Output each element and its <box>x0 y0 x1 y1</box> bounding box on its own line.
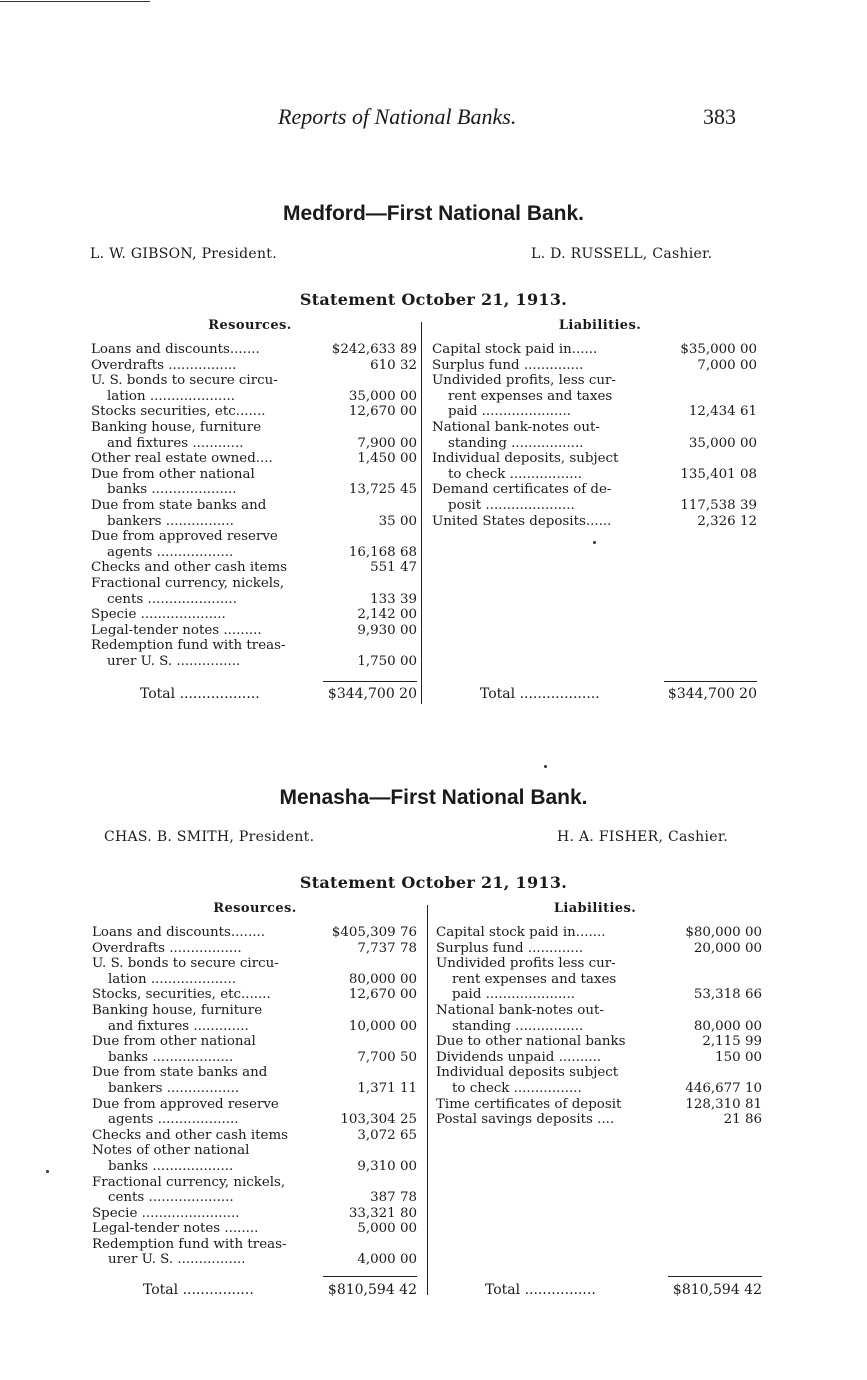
resource-row <box>91 623 417 639</box>
line-item-amount: 135,401 08 <box>680 466 757 482</box>
line-item-amount: 2,142 00 <box>357 607 417 623</box>
column-divider <box>427 905 428 1295</box>
line-item-amount: 446,677 10 <box>685 1080 762 1096</box>
line-item-amount: 610 32 <box>370 357 417 373</box>
resource-row <box>91 654 417 670</box>
line-item-label: Specie ....................... <box>92 1205 240 1221</box>
line-item-amount: 1,371 11 <box>357 1080 417 1096</box>
resource-row <box>91 342 417 358</box>
line-item-label: Notes of other national <box>92 1143 250 1159</box>
liabilities-total: $810,594 42 <box>672 1282 762 1298</box>
line-item-amount: 7,700 50 <box>357 1049 417 1065</box>
liability-row <box>432 358 757 374</box>
line-item-amount: 21 86 <box>723 1112 762 1128</box>
liability-row <box>432 482 757 498</box>
line-item-amount: $35,000 00 <box>680 342 757 357</box>
line-item-label: Due from state banks and <box>92 1065 268 1081</box>
resource-row <box>91 514 417 530</box>
line-item-label: standing ................ <box>452 1018 584 1034</box>
resource-row <box>91 638 417 654</box>
line-item-amount: 7,000 00 <box>697 357 757 373</box>
line-item-amount: 9,310 00 <box>357 1158 417 1174</box>
line-item-label: Other real estate owned.... <box>91 451 273 467</box>
liability-row <box>436 1065 762 1081</box>
liability-row <box>436 941 762 957</box>
president-name: CHAS. B. SMITH, President. <box>104 829 315 845</box>
line-item-label: agents .................. <box>107 544 234 560</box>
resource-row <box>91 436 417 452</box>
resource-row <box>91 467 417 483</box>
line-item-amount: 387 78 <box>370 1190 417 1206</box>
liability-row <box>432 467 757 483</box>
liabilities-list <box>432 342 757 529</box>
resource-row <box>92 1128 417 1144</box>
resource-row <box>91 482 417 498</box>
line-item-label: Banking house, furniture <box>91 419 262 435</box>
line-item-label: banks ................... <box>108 1158 234 1174</box>
line-item-amount: 1,450 00 <box>357 451 417 467</box>
line-item-amount: 12,670 00 <box>348 987 417 1003</box>
resource-row <box>91 373 417 389</box>
resource-row <box>92 1003 417 1019</box>
line-item-label: to check ................ <box>452 1080 582 1096</box>
total-label: Total .................. <box>480 686 600 702</box>
line-item-label: urer U. S. ................ <box>108 1252 246 1268</box>
line-item-amount: 7,737 78 <box>357 940 417 956</box>
line-item-label: rent expenses and taxes <box>448 388 613 404</box>
line-item-label: Stocks securities, etc....... <box>91 404 266 420</box>
line-item-label: Redemption fund with treas- <box>92 1236 287 1252</box>
line-item-label: Capital stock paid in....... <box>436 925 606 940</box>
line-item-label: Fractional currency, nickels, <box>92 1174 286 1190</box>
liability-row <box>436 1050 762 1066</box>
line-item-label: Capital stock paid in...... <box>432 342 598 357</box>
line-item-label: to check ................. <box>448 466 582 482</box>
line-item-label: cents .................... <box>108 1190 234 1206</box>
line-item-label: posit ..................... <box>448 497 575 513</box>
line-item-label: banks ................... <box>108 1049 234 1065</box>
page-number: 383 <box>703 104 736 129</box>
line-item-amount: 10,000 00 <box>348 1018 417 1034</box>
top-rule <box>0 1 150 2</box>
line-item-label: cents ..................... <box>107 591 237 607</box>
line-item-label: Fractional currency, nickels, <box>91 575 285 591</box>
line-item-amount: 33,321 80 <box>348 1205 417 1221</box>
line-item-label: banks .................... <box>107 482 237 498</box>
line-item-amount: 35,000 00 <box>348 388 417 404</box>
line-item-label: bankers ................. <box>108 1080 240 1096</box>
line-item-amount: $405,309 76 <box>331 925 417 940</box>
line-item-label: Overdrafts ................ <box>91 357 237 373</box>
line-item-amount: 5,000 00 <box>357 1221 417 1237</box>
line-item-amount: 3,072 65 <box>357 1127 417 1143</box>
line-item-label: Due to other national banks <box>436 1034 626 1050</box>
resource-row <box>91 358 417 374</box>
resource-row <box>92 1175 417 1191</box>
resource-row <box>92 1065 417 1081</box>
resource-row <box>91 576 417 592</box>
line-item-label: lation .................... <box>107 388 236 404</box>
resource-row <box>91 389 417 405</box>
liabilities-heading: Liabilities. <box>558 318 642 333</box>
resource-row <box>92 972 417 988</box>
line-item-label: Specie .................... <box>91 607 226 623</box>
line-item-label: urer U. S. ............... <box>107 653 241 669</box>
line-item-amount: 2,115 99 <box>702 1034 762 1050</box>
line-item-label: Overdrafts ................. <box>92 940 242 956</box>
resource-row <box>91 451 417 467</box>
line-item-label: Checks and other cash items <box>92 1127 289 1143</box>
resource-row <box>92 1252 417 1268</box>
line-item-label: bankers ................ <box>107 513 234 529</box>
line-item-label: Individual deposits, subject <box>432 451 619 467</box>
liability-row <box>432 436 757 452</box>
line-item-label: agents ................... <box>108 1112 239 1128</box>
resources-list <box>91 342 417 669</box>
liability-row <box>432 420 757 436</box>
line-item-label: Due from other national <box>92 1034 256 1050</box>
line-item-label: U. S. bonds to secure circu- <box>91 373 278 389</box>
line-item-label: and fixtures ............. <box>108 1018 249 1034</box>
line-item-label: Demand certificates of de- <box>432 482 612 498</box>
resource-row <box>92 1112 417 1128</box>
resource-row <box>92 1050 417 1066</box>
line-item-amount: 16,168 68 <box>348 544 417 560</box>
line-item-label: Redemption fund with treas- <box>91 638 286 654</box>
line-item-label: Surplus fund ............. <box>436 940 584 956</box>
line-item-label: Checks and other cash items <box>91 560 288 576</box>
liability-row <box>432 514 757 530</box>
line-item-label: Due from approved reserve <box>92 1096 279 1112</box>
line-item-amount: 103,304 25 <box>340 1112 417 1128</box>
line-item-label: Postal savings deposits .... <box>436 1112 615 1128</box>
line-item-amount: $80,000 00 <box>685 925 762 940</box>
line-item-amount: 20,000 00 <box>693 940 762 956</box>
line-item-amount: 128,310 81 <box>685 1096 762 1112</box>
liabilities-sum-rule <box>668 1276 762 1277</box>
line-item-label: Due from state banks and <box>91 497 267 513</box>
total-label: Total .................. <box>140 686 260 702</box>
line-item-amount: 2,326 12 <box>697 513 757 529</box>
line-item-label: Undivided profits less cur- <box>436 956 616 972</box>
resources-heading: Resources. <box>208 318 292 333</box>
line-item-amount: 80,000 00 <box>693 1018 762 1034</box>
line-item-label: rent expenses and taxes <box>452 971 617 987</box>
total-label: Total ................ <box>485 1282 596 1298</box>
total-label: Total ................ <box>143 1282 254 1298</box>
column-divider <box>421 322 422 704</box>
resource-row <box>91 404 417 420</box>
liabilities-list <box>436 925 762 1128</box>
liability-row <box>436 925 762 941</box>
line-item-amount: 133 39 <box>370 591 417 607</box>
resource-row <box>92 1206 417 1222</box>
line-item-label: Dividends unpaid .......... <box>436 1049 602 1065</box>
print-speck <box>593 541 596 544</box>
line-item-amount: 4,000 00 <box>357 1252 417 1268</box>
resources-heading: Resources. <box>213 901 297 916</box>
line-item-amount: 35 00 <box>378 513 417 529</box>
liability-row <box>432 373 757 389</box>
resource-row <box>91 420 417 436</box>
resource-row <box>91 560 417 576</box>
line-item-label: National bank-notes out- <box>432 419 600 435</box>
resource-row <box>92 1190 417 1206</box>
statement-date: Statement October 21, 1913. <box>299 290 568 309</box>
line-item-label: Loans and discounts....... <box>91 342 260 357</box>
line-item-amount: 13,725 45 <box>348 482 417 498</box>
line-item-label: United States deposits...... <box>432 513 612 529</box>
line-item-amount: 9,930 00 <box>357 622 417 638</box>
liability-row <box>436 1081 762 1097</box>
liability-row <box>436 956 762 972</box>
line-item-amount: 80,000 00 <box>348 971 417 987</box>
resources-sum-rule <box>323 1276 417 1277</box>
line-item-label: Surplus fund .............. <box>432 357 584 373</box>
liability-row <box>436 987 762 1003</box>
statement-date: Statement October 21, 1913. <box>299 873 568 892</box>
print-speck <box>46 1170 49 1173</box>
running-head <box>0 104 867 134</box>
line-item-amount: 1,750 00 <box>357 653 417 669</box>
running-title: Reports of National Banks. <box>278 104 517 129</box>
line-item-label: U. S. bonds to secure circu- <box>92 956 279 972</box>
cashier-name: H. A. FISHER, Cashier. <box>557 829 729 845</box>
line-item-label: Banking house, furniture <box>92 1002 263 1018</box>
line-item-label: Time certificates of deposit <box>436 1096 622 1112</box>
line-item-amount: 117,538 39 <box>680 497 757 513</box>
liability-row <box>436 1112 762 1128</box>
line-item-amount: 12,434 61 <box>688 404 757 420</box>
resources-list <box>92 925 417 1268</box>
liability-row <box>436 1003 762 1019</box>
president-name: L. W. GIBSON, President. <box>90 246 277 262</box>
resource-row <box>92 1034 417 1050</box>
resource-row <box>92 1019 417 1035</box>
resource-row <box>92 987 417 1003</box>
resource-row <box>92 956 417 972</box>
liability-row <box>436 1097 762 1113</box>
liability-row <box>432 498 757 514</box>
line-item-label: paid ..................... <box>448 404 572 420</box>
liability-row <box>436 972 762 988</box>
resource-row <box>92 1159 417 1175</box>
line-item-label: paid ..................... <box>452 987 576 1003</box>
line-item-amount: 551 47 <box>370 560 417 576</box>
resource-row <box>92 941 417 957</box>
line-item-label: Legal-tender notes ......... <box>91 622 262 638</box>
liabilities-total: $344,700 20 <box>667 686 757 702</box>
line-item-label: lation .................... <box>108 971 237 987</box>
resource-row <box>92 1237 417 1253</box>
resource-row <box>92 1081 417 1097</box>
liability-row <box>432 404 757 420</box>
line-item-label: Stocks, securities, etc....... <box>92 987 271 1003</box>
bank-title: Menasha—First National Bank. <box>279 786 588 809</box>
resource-row <box>91 545 417 561</box>
print-speck <box>544 765 547 768</box>
resource-row <box>91 498 417 514</box>
resources-total: $810,594 42 <box>327 1282 417 1298</box>
resource-row <box>91 529 417 545</box>
liability-row <box>436 1034 762 1050</box>
line-item-label: Individual deposits subject <box>436 1065 619 1081</box>
liability-row <box>432 451 757 467</box>
line-item-label: National bank-notes out- <box>436 1002 604 1018</box>
liability-row <box>432 389 757 405</box>
line-item-label: Loans and discounts........ <box>92 925 265 940</box>
line-item-label: standing ................. <box>448 435 584 451</box>
resources-total: $344,700 20 <box>327 686 417 702</box>
resource-row <box>92 1221 417 1237</box>
resource-row <box>92 1143 417 1159</box>
line-item-amount: 7,900 00 <box>357 435 417 451</box>
liability-row <box>432 342 757 358</box>
line-item-label: Undivided profits, less cur- <box>432 373 616 389</box>
line-item-label: Due from other national <box>91 466 255 482</box>
resource-row <box>92 925 417 941</box>
resource-row <box>91 607 417 623</box>
line-item-amount: 35,000 00 <box>688 435 757 451</box>
line-item-amount: $242,633 89 <box>331 342 417 357</box>
liability-row <box>436 1019 762 1035</box>
line-item-label: Legal-tender notes ........ <box>92 1221 259 1237</box>
cashier-name: L. D. RUSSELL, Cashier. <box>531 246 713 262</box>
line-item-amount: 12,670 00 <box>348 404 417 420</box>
resource-row <box>92 1097 417 1113</box>
liabilities-heading: Liabilities. <box>553 901 637 916</box>
resource-row <box>91 592 417 608</box>
line-item-label: and fixtures ............ <box>107 435 244 451</box>
bank-title: Medford—First National Bank. <box>282 202 585 225</box>
line-item-amount: 150 00 <box>715 1049 762 1065</box>
line-item-label: Due from approved reserve <box>91 529 278 545</box>
liabilities-sum-rule <box>664 681 757 682</box>
line-item-amount: 53,318 66 <box>693 987 762 1003</box>
resources-sum-rule <box>323 681 417 682</box>
